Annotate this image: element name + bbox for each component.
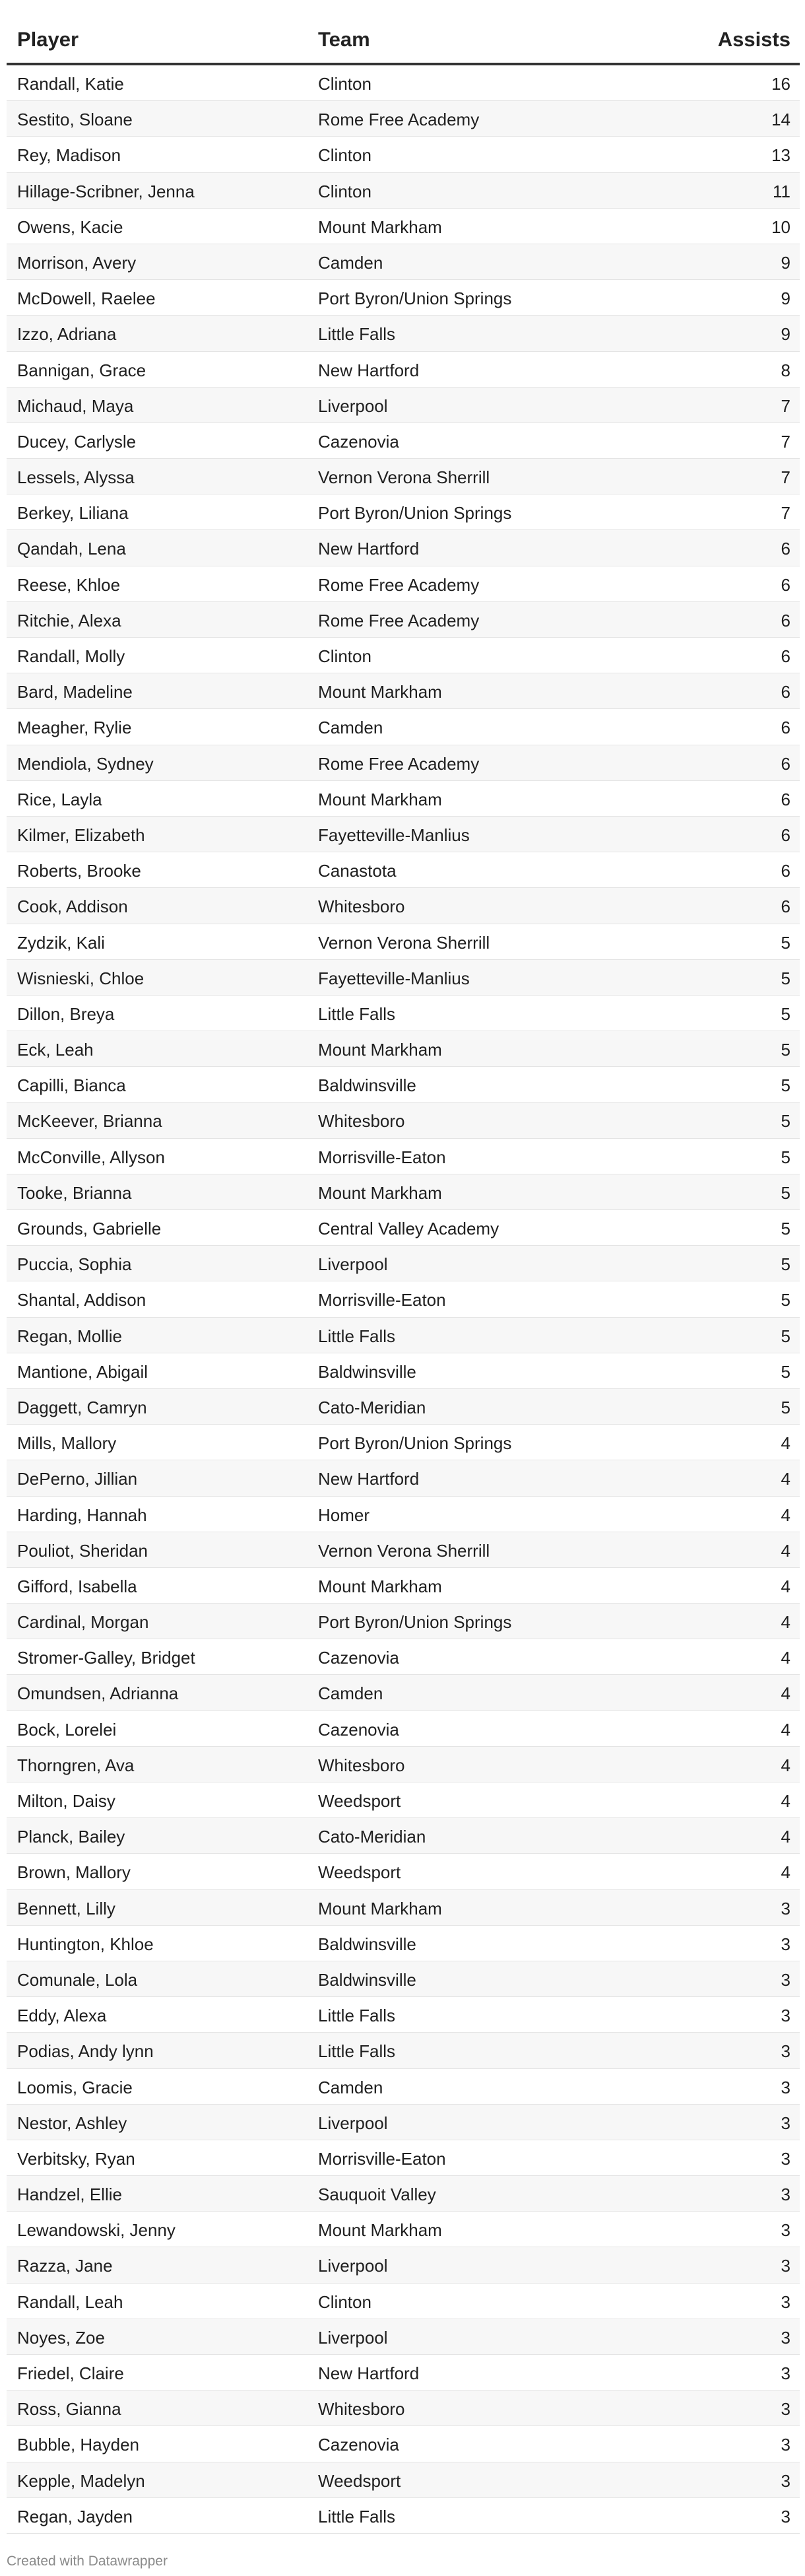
- cell-team: Mount Markham: [318, 789, 442, 809]
- cell-player: Ross, Gianna: [17, 2399, 121, 2420]
- cell-assists: 3: [781, 2363, 790, 2383]
- cell-assists: 4: [781, 1612, 790, 1633]
- cell-team: Mount Markham: [318, 682, 442, 702]
- cell-assists: 3: [781, 2435, 790, 2455]
- cell-team: Cazenovia: [318, 1648, 399, 1668]
- cell-player: Puccia, Sophia: [17, 1254, 132, 1275]
- cell-assists: 5: [781, 932, 790, 953]
- cell-assists: 3: [781, 2256, 790, 2276]
- cell-team: Whitesboro: [318, 2399, 405, 2420]
- cell-player: Wisnieski, Chloe: [17, 968, 145, 988]
- cell-team: Cato-Meridian: [318, 1397, 426, 1417]
- cell-team: New Hartford: [318, 2363, 420, 2383]
- table-row: [7, 566, 800, 602]
- cell-assists: 9: [781, 252, 790, 273]
- cell-assists: 5: [781, 1290, 790, 1310]
- cell-assists: 11: [773, 181, 790, 201]
- table-row: [7, 2284, 800, 2319]
- cell-assists: 5: [781, 1219, 790, 1238]
- table-row: [7, 1281, 800, 1317]
- table-row: [7, 280, 800, 316]
- table-row: [7, 1926, 800, 1961]
- table-row: [7, 423, 800, 459]
- cell-player: Grounds, Gabrielle: [17, 1219, 162, 1238]
- header-player[interactable]: Player: [17, 28, 79, 51]
- cell-assists: 3: [781, 2041, 790, 2062]
- cell-player: Ducey, Carlysle: [17, 431, 137, 452]
- cell-team: Whitesboro: [318, 897, 405, 917]
- cell-team: Vernon Verona Sherrill: [318, 932, 490, 953]
- cell-team: Rome Free Academy: [318, 574, 480, 595]
- cell-assists: 14: [771, 110, 790, 130]
- table-row: [7, 1389, 800, 1425]
- table-row: [7, 2247, 800, 2283]
- cell-player: Shantal, Addison: [17, 1290, 146, 1310]
- cell-player: DePerno, Jillian: [17, 1469, 138, 1489]
- cell-player: Omundsen, Adrianna: [17, 1683, 179, 1704]
- table-row: [7, 244, 800, 280]
- cell-assists: 6: [781, 861, 790, 881]
- cell-team: Little Falls: [318, 2041, 396, 2062]
- cell-team: Sauquoit Valley: [318, 2185, 436, 2205]
- cell-team: Weedsport: [318, 1862, 401, 1883]
- cell-team: Vernon Verona Sherrill: [318, 467, 490, 488]
- table-row: [7, 1997, 800, 2033]
- table-row: [7, 781, 800, 817]
- cell-assists: 6: [781, 682, 790, 702]
- cell-player: Kepple, Madelyn: [17, 2470, 145, 2491]
- cell-player: Regan, Mollie: [17, 1326, 122, 1346]
- table-row: [7, 1067, 800, 1102]
- table-row: [7, 1460, 800, 1496]
- cell-assists: 8: [781, 360, 790, 380]
- cell-assists: 3: [781, 2077, 790, 2097]
- cell-team: Morrisville-Eaton: [318, 2148, 446, 2169]
- table-row: [7, 1568, 800, 1604]
- cell-assists: 9: [781, 324, 790, 345]
- cell-team: Canastota: [318, 861, 397, 881]
- cell-player: Pouliot, Sheridan: [17, 1540, 148, 1561]
- table-row: [7, 1353, 800, 1389]
- table-header: [7, 0, 800, 65]
- table-row: [7, 745, 800, 781]
- table-row: [7, 2069, 800, 2105]
- table-row: [7, 1139, 800, 1174]
- table-row: [7, 494, 800, 530]
- table-row: [7, 173, 800, 209]
- header-assists[interactable]: Assists: [717, 28, 790, 51]
- cell-player: Randall, Leah: [17, 2291, 123, 2312]
- table-row: [7, 709, 800, 745]
- cell-player: Bennett, Lilly: [17, 1898, 115, 1918]
- table-row: [7, 388, 800, 423]
- cell-team: Whitesboro: [318, 1755, 405, 1775]
- cell-assists: 3: [781, 1969, 790, 1990]
- cell-team: Little Falls: [318, 2506, 396, 2526]
- cell-assists: 6: [781, 646, 790, 666]
- cell-team: Rome Free Academy: [318, 753, 480, 774]
- table-body: [7, 65, 800, 2534]
- cell-team: Clinton: [318, 145, 371, 166]
- cell-assists: 4: [781, 1791, 790, 1811]
- cell-player: McConville, Allyson: [17, 1147, 165, 1167]
- cell-player: Owens, Kacie: [17, 217, 123, 237]
- table-row: [7, 65, 800, 101]
- table-row: [7, 209, 800, 244]
- cell-team: Port Byron/Union Springs: [318, 1612, 512, 1633]
- cell-player: Meagher, Rylie: [17, 718, 132, 738]
- cell-team: Camden: [318, 718, 383, 738]
- cell-team: Fayetteville-Manlius: [318, 825, 470, 845]
- table-row: [7, 1210, 800, 1246]
- cell-player: Dillon, Breya: [17, 1003, 115, 1024]
- cell-assists: 5: [781, 1003, 790, 1024]
- cell-assists: 5: [781, 968, 790, 988]
- cell-player: Huntington, Khloe: [17, 1934, 154, 1954]
- table-row: [7, 1747, 800, 1782]
- cell-player: Bock, Lorelei: [17, 1719, 117, 1740]
- cell-team: Port Byron/Union Springs: [318, 503, 512, 524]
- cell-player: Izzo, Adriana: [17, 324, 117, 345]
- table-row: [7, 1174, 800, 1210]
- cell-assists: 6: [781, 753, 790, 774]
- table-row: [7, 1102, 800, 1138]
- table-row: [7, 2498, 800, 2534]
- cell-assists: 5: [781, 1361, 790, 1382]
- cell-player: McKeever, Brianna: [17, 1111, 162, 1132]
- cell-assists: 5: [781, 1040, 790, 1060]
- cell-player: Berkey, Liliana: [17, 503, 129, 524]
- table-row: [7, 352, 800, 388]
- cell-team: Clinton: [318, 2291, 371, 2312]
- cell-player: Bubble, Hayden: [17, 2435, 140, 2455]
- cell-assists: 4: [781, 1576, 790, 1596]
- cell-assists: 3: [781, 2470, 790, 2491]
- cell-assists: 7: [781, 467, 790, 488]
- table-row: [7, 1818, 800, 1854]
- cell-team: Mount Markham: [318, 2220, 442, 2241]
- cell-assists: 6: [781, 897, 790, 917]
- cell-player: Tooke, Brianna: [17, 1182, 132, 1203]
- cell-player: Morrison, Avery: [17, 252, 137, 273]
- table-row: [7, 1782, 800, 1818]
- table-row: [7, 101, 800, 137]
- cell-team: Camden: [318, 1683, 383, 1704]
- table-row: [7, 530, 800, 566]
- cell-player: Nestor, Ashley: [17, 2113, 127, 2133]
- cell-assists: 7: [781, 431, 790, 452]
- cell-player: Sestito, Sloane: [17, 110, 133, 130]
- cell-assists: 7: [781, 503, 790, 524]
- cell-player: Lessels, Alyssa: [17, 467, 135, 488]
- cell-team: Liverpool: [318, 2113, 388, 2133]
- cell-assists: 3: [781, 1898, 790, 1918]
- table-row: [7, 2105, 800, 2140]
- cell-team: Weedsport: [318, 1791, 401, 1811]
- cell-team: Cazenovia: [318, 431, 399, 452]
- cell-team: Liverpool: [318, 1254, 388, 1275]
- cell-player: Gifford, Isabella: [17, 1576, 137, 1596]
- table-row: [7, 1031, 800, 1067]
- table-row: [7, 1854, 800, 1889]
- table-row: [7, 924, 800, 960]
- cell-player: Randall, Molly: [17, 646, 125, 666]
- cell-team: Port Byron/Union Springs: [318, 1433, 512, 1454]
- table-row: [7, 888, 800, 924]
- cell-team: Baldwinsville: [318, 1075, 416, 1096]
- table-row: [7, 1532, 800, 1568]
- cell-team: Homer: [318, 1505, 370, 1525]
- cell-assists: 4: [781, 1433, 790, 1454]
- cell-assists: 3: [781, 2399, 790, 2420]
- cell-team: Liverpool: [318, 395, 388, 416]
- cell-assists: 6: [781, 574, 790, 595]
- cell-player: Harding, Hannah: [17, 1505, 147, 1525]
- cell-team: Clinton: [318, 181, 371, 201]
- cell-team: Mount Markham: [318, 1182, 442, 1203]
- cell-assists: 5: [781, 1182, 790, 1203]
- cell-assists: 4: [781, 1683, 790, 1704]
- cell-player: Regan, Jayden: [17, 2506, 133, 2526]
- table-row: [7, 996, 800, 1031]
- cell-team: Whitesboro: [318, 1111, 405, 1132]
- cell-assists: 3: [781, 1934, 790, 1954]
- cell-assists: 6: [781, 610, 790, 630]
- cell-player: Friedel, Claire: [17, 2363, 124, 2383]
- cell-team: Central Valley Academy: [318, 1219, 499, 1238]
- cell-team: Camden: [318, 252, 383, 273]
- cell-player: Mantione, Abigail: [17, 1361, 148, 1382]
- table-row: [7, 2355, 800, 2390]
- cell-player: Cardinal, Morgan: [17, 1612, 149, 1633]
- cell-player: Qandah, Lena: [17, 539, 126, 559]
- cell-player: Brown, Mallory: [17, 1862, 131, 1883]
- cell-player: McDowell, Raelee: [17, 288, 156, 309]
- table-row: [7, 1318, 800, 1353]
- table-row: [7, 638, 800, 673]
- cell-team: Cato-Meridian: [318, 1827, 426, 1847]
- cell-assists: 13: [771, 145, 790, 166]
- table-row: [7, 1425, 800, 1460]
- cell-team: Clinton: [318, 74, 371, 94]
- cell-team: Morrisville-Eaton: [318, 1147, 446, 1167]
- cell-team: New Hartford: [318, 360, 420, 380]
- cell-team: Rome Free Academy: [318, 610, 480, 630]
- cell-team: Cazenovia: [318, 1719, 399, 1740]
- cell-assists: 3: [781, 2506, 790, 2526]
- cell-player: Planck, Bailey: [17, 1827, 125, 1847]
- cell-player: Reese, Khloe: [17, 574, 121, 595]
- cell-assists: 4: [781, 1469, 790, 1489]
- cell-assists: 3: [781, 2006, 790, 2026]
- table-row: [7, 2426, 800, 2462]
- table-row: [7, 137, 800, 172]
- cell-assists: 3: [781, 2148, 790, 2169]
- cell-assists: 5: [781, 1326, 790, 1346]
- cell-player: Hillage-Scribner, Jenna: [17, 181, 195, 201]
- cell-assists: 9: [781, 288, 790, 309]
- table-row: [7, 817, 800, 852]
- table-row: [7, 1604, 800, 1639]
- cell-player: Ritchie, Alexa: [17, 610, 121, 630]
- cell-assists: 5: [781, 1397, 790, 1417]
- table-row: [7, 1639, 800, 1675]
- table-row: [7, 852, 800, 888]
- cell-assists: 5: [781, 1111, 790, 1132]
- cell-player: Bannigan, Grace: [17, 360, 146, 380]
- cell-player: Kilmer, Elizabeth: [17, 825, 145, 845]
- cell-team: Morrisville-Eaton: [318, 1290, 446, 1310]
- cell-player: Michaud, Maya: [17, 395, 134, 416]
- table-row: [7, 1675, 800, 1711]
- cell-assists: 4: [781, 1505, 790, 1525]
- cell-assists: 6: [781, 539, 790, 559]
- cell-player: Mendiola, Sydney: [17, 753, 154, 774]
- table-row: [7, 2140, 800, 2176]
- cell-assists: 4: [781, 1648, 790, 1668]
- cell-player: Daggett, Camryn: [17, 1397, 147, 1417]
- header-team[interactable]: Team: [318, 28, 370, 51]
- cell-player: Eck, Leah: [17, 1040, 94, 1060]
- cell-team: Cazenovia: [318, 2435, 399, 2455]
- table-row: [7, 2319, 800, 2355]
- cell-assists: 3: [781, 2291, 790, 2312]
- table-row: [7, 960, 800, 996]
- cell-player: Comunale, Lola: [17, 1969, 138, 1990]
- table-row: [7, 2390, 800, 2426]
- table-row: [7, 1497, 800, 1532]
- table-row: [7, 459, 800, 494]
- cell-assists: 3: [781, 2327, 790, 2348]
- cell-player: Loomis, Gracie: [17, 2077, 133, 2097]
- assists-table: [7, 0, 800, 2534]
- table-row: [7, 602, 800, 638]
- cell-assists: 3: [781, 2113, 790, 2133]
- cell-player: Handzel, Ellie: [17, 2185, 122, 2205]
- table-row: [7, 673, 800, 709]
- cell-assists: 5: [781, 1075, 790, 1096]
- cell-team: New Hartford: [318, 539, 420, 559]
- cell-team: Baldwinsville: [318, 1361, 416, 1382]
- cell-assists: 5: [781, 1147, 790, 1167]
- table-row: [7, 1961, 800, 1997]
- cell-assists: 4: [781, 1827, 790, 1847]
- cell-team: Weedsport: [318, 2470, 401, 2491]
- cell-assists: 4: [781, 1755, 790, 1775]
- cell-player: Rey, Madison: [17, 145, 121, 166]
- cell-player: Zydzik, Kali: [17, 932, 105, 953]
- cell-team: Liverpool: [318, 2327, 388, 2348]
- table-row: [7, 2033, 800, 2068]
- cell-team: Fayetteville-Manlius: [318, 968, 470, 988]
- cell-team: Little Falls: [318, 1326, 396, 1346]
- cell-player: Razza, Jane: [17, 2256, 113, 2276]
- cell-player: Bard, Madeline: [17, 682, 133, 702]
- table-row: [7, 1246, 800, 1281]
- table-row: [7, 2462, 800, 2498]
- cell-assists: 4: [781, 1540, 790, 1561]
- cell-assists: 6: [781, 825, 790, 845]
- cell-team: Liverpool: [318, 2256, 388, 2276]
- cell-team: Vernon Verona Sherrill: [318, 1540, 490, 1561]
- cell-assists: 10: [771, 217, 790, 237]
- cell-team: Little Falls: [318, 324, 396, 345]
- cell-player: Lewandowski, Jenny: [17, 2220, 176, 2241]
- cell-team: Little Falls: [318, 1003, 396, 1024]
- table-row: [7, 2212, 800, 2247]
- cell-assists: 7: [781, 395, 790, 416]
- cell-player: Stromer-Galley, Bridget: [17, 1648, 195, 1668]
- cell-player: Randall, Katie: [17, 74, 124, 94]
- cell-assists: 4: [781, 1862, 790, 1883]
- cell-assists: 6: [781, 718, 790, 738]
- cell-team: Little Falls: [318, 2006, 396, 2026]
- cell-team: Mount Markham: [318, 1040, 442, 1060]
- cell-player: Rice, Layla: [17, 789, 102, 809]
- cell-player: Milton, Daisy: [17, 1791, 115, 1811]
- cell-assists: 6: [781, 789, 790, 809]
- cell-team: Camden: [318, 2077, 383, 2097]
- cell-player: Eddy, Alexa: [17, 2006, 107, 2026]
- cell-team: Baldwinsville: [318, 1969, 416, 1990]
- cell-assists: 3: [781, 2220, 790, 2241]
- cell-team: Mount Markham: [318, 1576, 442, 1596]
- cell-team: Mount Markham: [318, 217, 442, 237]
- cell-player: Verbitsky, Ryan: [17, 2148, 135, 2169]
- cell-team: New Hartford: [318, 1469, 420, 1489]
- cell-player: Mills, Mallory: [17, 1433, 117, 1454]
- cell-team: Port Byron/Union Springs: [318, 288, 512, 309]
- cell-assists: 4: [781, 1719, 790, 1740]
- cell-assists: 5: [781, 1254, 790, 1275]
- cell-player: Roberts, Brooke: [17, 861, 141, 881]
- cell-team: Rome Free Academy: [318, 110, 480, 130]
- table-row: [7, 1711, 800, 1747]
- cell-player: Podias, Andy lynn: [17, 2041, 154, 2062]
- cell-assists: 16: [771, 74, 790, 94]
- table-row: [7, 316, 800, 351]
- cell-player: Thorngren, Ava: [17, 1755, 135, 1775]
- cell-assists: 3: [781, 2185, 790, 2205]
- cell-team: Baldwinsville: [318, 1934, 416, 1954]
- table-row: [7, 1890, 800, 1926]
- cell-team: Clinton: [318, 646, 371, 666]
- footer-credit[interactable]: Created with Datawrapper: [7, 2554, 168, 2569]
- cell-player: Noyes, Zoe: [17, 2327, 105, 2348]
- cell-player: Capilli, Bianca: [17, 1075, 126, 1096]
- cell-player: Cook, Addison: [17, 897, 128, 917]
- table-row: [7, 2176, 800, 2212]
- cell-team: Mount Markham: [318, 1898, 442, 1918]
